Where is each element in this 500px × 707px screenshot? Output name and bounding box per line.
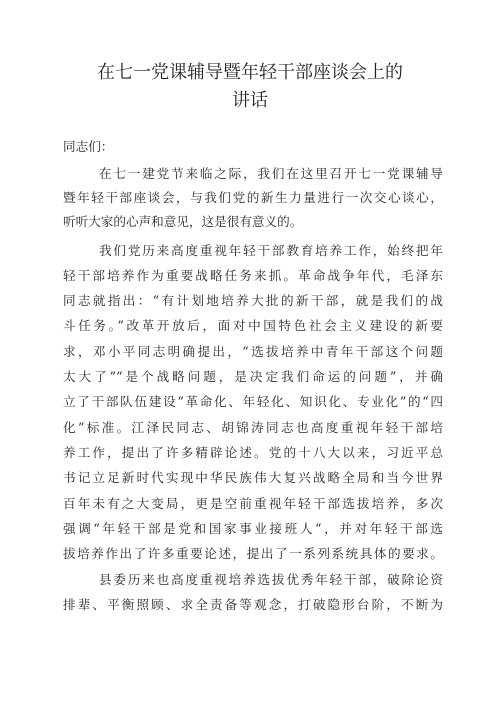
document-title	[0, 59, 500, 115]
body-line: 立了干部队伍建设“革命化、年轻化、知识化、专业化”的“四	[63, 394, 443, 409]
body-line: 听听大家的心声和意见，这是很有意义的。	[63, 214, 303, 229]
title-line-1: 在七一党课辅导暨年轻干部座谈会上的	[97, 62, 403, 83]
body-line: 百年未有之大变局，更是空前重视年轻干部选拔培养，多次	[63, 496, 443, 511]
body-line: 轻干部培养作为重要战略任务来抓。革命战争年代，毛泽东	[63, 268, 443, 283]
body-line: 太大了”“是个战略问题，是决定我们命运的问题”，并确	[63, 369, 443, 384]
body-line: 同志就指出：“有计划地培养大批的新干部，就是我们的战	[63, 293, 443, 308]
body-line: 求，邓小平同志明确提出，“选拔培养中青年干部这个问题	[63, 344, 443, 359]
body-line: 拔培养作出了许多重要论述，提出了一系列系统具体的要求。	[63, 546, 443, 561]
salutation: 同志们：	[63, 139, 114, 154]
title-line-2: 讲话	[232, 90, 268, 111]
body-line: 养工作，提出了许多精辟论述。党的十八大以来，习近平总	[63, 445, 443, 460]
body-line: 我们党历来高度重视年轻干部教育培养工作，始终把年	[99, 243, 443, 258]
body-line: 书记立足新时代实现中华民族伟大复兴战略全局和当今世界	[63, 470, 443, 485]
body-line: 化”标准。江泽民同志、胡锦涛同志也高度重视年轻干部培	[63, 420, 443, 435]
body-line: 斗任务。”改革开放后，面对中国特色社会主义建设的新要	[63, 318, 443, 333]
body-line: 暨年轻干部座谈会，与我们党的新生力量进行一次交心谈心，	[63, 190, 443, 205]
body-line: 强调“年轻干部是党和国家事业接班人“，并对年轻干部选	[63, 521, 443, 536]
body-line: 县委历来也高度重视培养选拔优秀年轻干部，破除论资	[99, 572, 443, 587]
body-line: 在七一建党节来临之际，我们在这里召开七一党课辅导	[99, 166, 443, 181]
body-line: 排辈、平衡照顾、求全责备等观念，打破隐形台阶，不断为	[63, 597, 443, 612]
